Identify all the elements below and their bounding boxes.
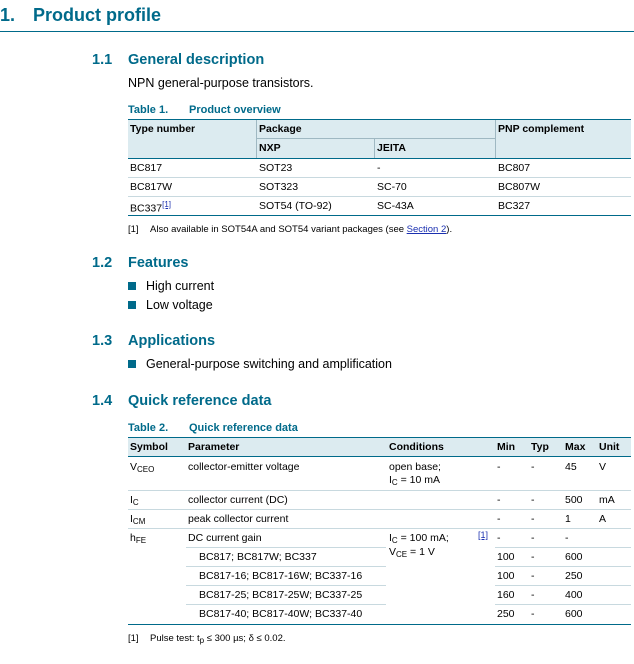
footnote-link[interactable]: [1] bbox=[478, 530, 489, 540]
typ-cell: - bbox=[531, 608, 535, 620]
section-link[interactable]: Section 2 bbox=[406, 224, 447, 235]
bullet-icon bbox=[128, 282, 136, 290]
column-header: Typ bbox=[531, 441, 549, 453]
table-cell: SC-43A bbox=[377, 200, 414, 212]
table-cell: BC327 bbox=[498, 200, 531, 212]
column-header: Min bbox=[497, 441, 516, 453]
typ-cell: - bbox=[531, 513, 535, 525]
column-header: Type number bbox=[130, 123, 196, 135]
column-header: Unit bbox=[599, 441, 620, 453]
table-cell: SC-70 bbox=[377, 181, 407, 193]
parameter-cell: BC817-25; BC817-25W; BC337-25 bbox=[199, 589, 363, 601]
footnote-ref: [1] bbox=[128, 633, 139, 644]
table-label: Table 1. bbox=[128, 104, 169, 116]
min-cell: 250 bbox=[497, 608, 515, 620]
parameter-cell: collector current (DC) bbox=[188, 494, 288, 506]
section-title: General description bbox=[128, 52, 265, 68]
section-number: 1.3 bbox=[92, 333, 113, 349]
conditions-cell: $I_C = 10$ mA bbox=[389, 474, 441, 487]
title-rule bbox=[0, 31, 634, 32]
typ-cell: - bbox=[531, 494, 535, 506]
table-cell: BC817W bbox=[130, 181, 173, 193]
table-cell: SOT323 bbox=[259, 181, 299, 193]
max-cell: 600 bbox=[565, 608, 583, 620]
description-text: NPN general-purpose transistors. bbox=[128, 76, 314, 90]
min-cell: 100 bbox=[497, 551, 515, 563]
typ-cell: - bbox=[531, 461, 535, 473]
max-cell: 500 bbox=[565, 494, 583, 506]
table-cell: BC337[1] bbox=[130, 200, 172, 215]
conditions-cell: $I_C = 100$ mA; bbox=[389, 532, 449, 545]
footnote-link[interactable]: [1] bbox=[162, 200, 172, 209]
section-number: 1.1 bbox=[92, 52, 113, 68]
min-cell: - bbox=[497, 532, 501, 544]
column-header: NXP bbox=[259, 142, 281, 154]
bullet-icon bbox=[128, 360, 136, 368]
table-cell: SOT23 bbox=[259, 162, 293, 174]
min-cell: - bbox=[497, 461, 501, 473]
parameter-cell: BC817-16; BC817-16W; BC337-16 bbox=[199, 570, 363, 582]
column-header: JEITA bbox=[377, 142, 406, 154]
typ-cell: - bbox=[531, 551, 535, 563]
typ-cell: - bbox=[531, 589, 535, 601]
section-title: Applications bbox=[128, 333, 216, 349]
parameter-cell: peak collector current bbox=[188, 513, 289, 525]
parameter-cell: DC current gain bbox=[188, 532, 262, 544]
conditions-cell: $V_{CE} = 1$ V bbox=[389, 546, 435, 559]
max-cell: - bbox=[565, 532, 569, 544]
conditions-cell: open base; bbox=[389, 461, 441, 473]
table-bottom-rule bbox=[128, 215, 631, 216]
list-item: Low voltage bbox=[146, 298, 213, 312]
section-number: 1.4 bbox=[92, 393, 113, 409]
typ-cell: - bbox=[531, 532, 535, 544]
min-cell: 160 bbox=[497, 589, 515, 601]
max-cell: 250 bbox=[565, 570, 583, 582]
symbol-cell: $h_{FE}$ bbox=[130, 532, 147, 545]
max-cell: 400 bbox=[565, 589, 583, 601]
min-cell: - bbox=[497, 494, 501, 506]
unit-cell: mA bbox=[599, 494, 615, 506]
column-header: Symbol bbox=[130, 441, 168, 453]
symbol-cell: $I_C$ bbox=[130, 494, 139, 507]
table-label: Table 2. bbox=[128, 422, 169, 434]
table-bottom-rule bbox=[128, 624, 631, 625]
max-cell: 1 bbox=[565, 513, 571, 525]
table-cell: BC807W bbox=[498, 181, 541, 193]
table-caption: Quick reference data bbox=[189, 422, 298, 434]
section-number: 1. bbox=[0, 5, 16, 25]
column-header: PNP complement bbox=[498, 123, 585, 135]
section-number: 1.2 bbox=[92, 255, 113, 271]
min-cell: 100 bbox=[497, 570, 515, 582]
table-caption: Product overview bbox=[189, 104, 281, 116]
table-cell: BC807 bbox=[498, 162, 531, 174]
column-header: Package bbox=[259, 123, 302, 135]
column-header: Parameter bbox=[188, 441, 240, 453]
bullet-icon bbox=[128, 301, 136, 309]
unit-cell: A bbox=[599, 513, 607, 525]
list-item: High current bbox=[146, 279, 215, 293]
list-item: General-purpose switching and amplification bbox=[146, 357, 392, 371]
column-header: Max bbox=[565, 441, 586, 453]
page-title: Product profile bbox=[33, 5, 162, 25]
footnote-text: Also available in SOT54A and SOT54 variant packages (see Section 2). bbox=[150, 224, 453, 235]
parameter-cell: BC817; BC817W; BC337 bbox=[199, 551, 317, 563]
max-cell: 45 bbox=[565, 461, 577, 473]
section-title: Quick reference data bbox=[128, 393, 272, 409]
typ-cell: - bbox=[531, 570, 535, 582]
footnote-text: Pulse test: $t_p \le 300$ µs; δ ≤ 0.02. bbox=[150, 633, 286, 645]
parameter-cell: BC817-40; BC817-40W; BC337-40 bbox=[199, 608, 363, 620]
section-title: Features bbox=[128, 255, 189, 271]
table-cell: - bbox=[377, 162, 381, 174]
min-cell: - bbox=[497, 513, 501, 525]
symbol-cell: $V_{CEO}$ bbox=[130, 461, 155, 474]
table-cell: SOT54 (TO-92) bbox=[259, 200, 332, 212]
footnote-ref: [1] bbox=[128, 224, 139, 235]
symbol-cell: $I_{CM}$ bbox=[130, 513, 146, 526]
table-cell: BC817 bbox=[130, 162, 163, 174]
max-cell: 600 bbox=[565, 551, 583, 563]
parameter-cell: collector-emitter voltage bbox=[188, 461, 300, 473]
column-header: Conditions bbox=[389, 441, 444, 453]
unit-cell: V bbox=[599, 461, 607, 473]
